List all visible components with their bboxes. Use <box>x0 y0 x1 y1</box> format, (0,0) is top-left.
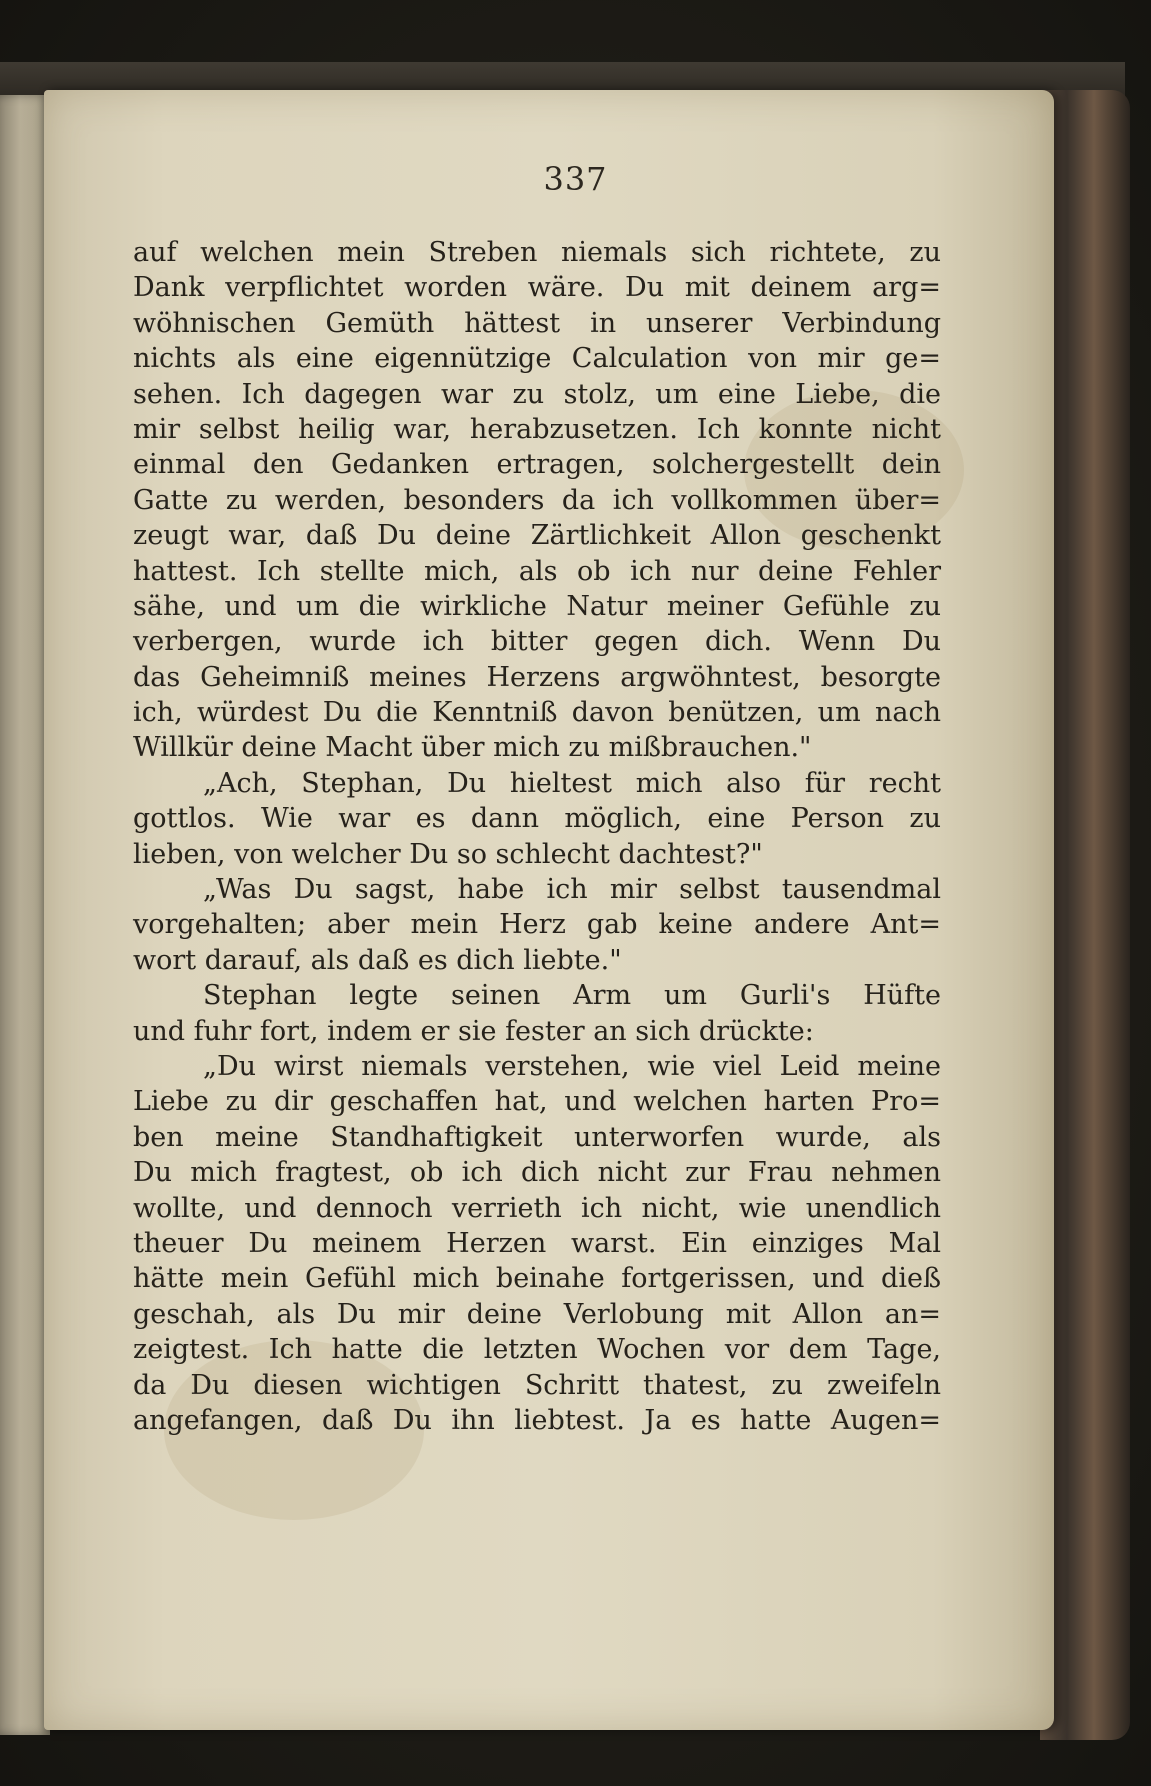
text-line: Stephan legte seinen Arm um Gurli's Hüfte <box>203 980 941 1012</box>
text-line: einmal den Gedanken ertragen, solchergestellt dein <box>133 449 941 481</box>
text-line: mir selbst heilig war, herabzusetzen. Ich konnte nicht <box>133 413 941 445</box>
text-line: wollte, und dennoch verrieth ich nicht, wie unendlich <box>133 1192 941 1224</box>
text-line: sehen. Ich dagegen war zu stolz, um eine Liebe, die <box>133 378 941 410</box>
text-line: nichts als eine eigennützige Calculation von mir ge= <box>133 343 941 375</box>
text-line: „Was Du sagst, habe ich mir selbst tausendmal <box>203 874 941 906</box>
text-line: ben meine Standhaftigkeit unterworfen wurde, als <box>133 1121 941 1153</box>
text-line: zeigtest. Ich hatte die letzten Wochen vor dem Tage, <box>133 1334 941 1366</box>
text-line: das Geheimniß meines Herzens argwöhntest, besorgte <box>133 661 941 693</box>
page-number: 337 <box>543 160 608 198</box>
text-line: „Ach, Stephan, Du hieltest mich also für recht <box>203 767 941 799</box>
text-line: hätte mein Gefühl mich beinahe fortgerissen, und dieß <box>133 1263 941 1295</box>
text-line: und fuhr fort, indem er sie fester an sich drückte: <box>133 1015 814 1047</box>
text-line: Du mich fragtest, ob ich dich nicht zur Frau nehmen <box>133 1157 941 1189</box>
text-line: zeugt war, daß Du deine Zärtlichkeit Allon geschenkt <box>133 520 941 552</box>
text-line: theuer Du meinem Herzen warst. Ein einziges Mal <box>133 1227 941 1259</box>
text-line: Dank verpflichtet worden wäre. Du mit deinem arg= <box>133 272 941 304</box>
text-line: ich, würdest Du die Kenntniß davon benützen, um nach <box>133 697 941 729</box>
text-line: lieben, von welcher Du so schlecht dachtest?" <box>133 838 763 870</box>
text-line: Willkür deine Macht über mich zu mißbrauchen." <box>133 732 812 764</box>
text-line: sähe, und um die wirkliche Natur meiner Gefühle zu <box>133 590 941 622</box>
body-text <box>133 235 941 1438</box>
text-line: verbergen, wurde ich bitter gegen dich. Wenn Du <box>133 626 941 658</box>
text-line: Gatte zu werden, besonders da ich vollkommen über= <box>133 484 941 516</box>
text-line: gottlos. Wie war es dann möglich, eine Person zu <box>133 803 941 835</box>
text-line: geschah, als Du mir deine Verlobung mit Allon an= <box>133 1298 941 1330</box>
text-line: wöhnischen Gemüth hättest in unserer Verbindung <box>133 307 941 339</box>
text-line: hattest. Ich stellte mich, als ob ich nur deine Fehler <box>133 555 941 587</box>
previous-page-edge <box>0 95 50 1735</box>
text-line: da Du diesen wichtigen Schritt thatest, zu zweifeln <box>133 1369 941 1401</box>
text-line: wort darauf, als daß es dich liebte." <box>133 944 622 976</box>
text-line: auf welchen mein Streben niemals sich richtete, zu <box>133 237 941 268</box>
text-line: angefangen, daß Du ihn liebtest. Ja es hatte Augen= <box>133 1404 941 1436</box>
text-line: vorgehalten; aber mein Herz gab keine andere Ant= <box>133 909 941 941</box>
text-line: „Du wirst niemals verstehen, wie viel Leid meine <box>203 1050 941 1082</box>
text-line: Liebe zu dir geschaffen hat, und welchen harten Pro= <box>133 1086 941 1118</box>
